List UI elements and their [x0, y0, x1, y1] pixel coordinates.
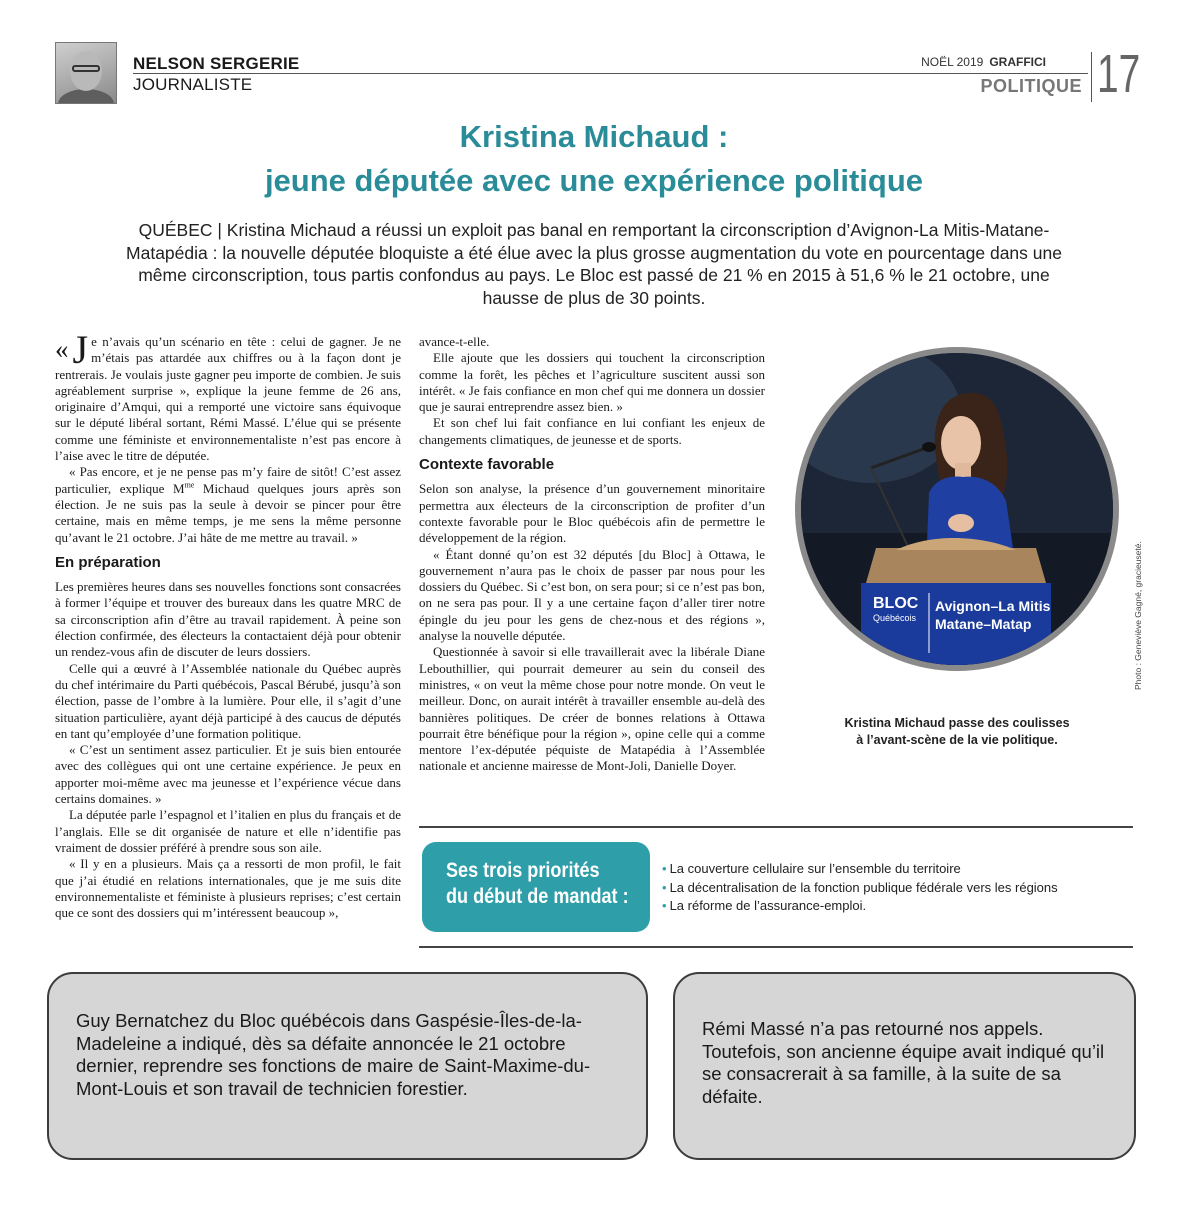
issue-date: NOËL 2019: [921, 55, 984, 69]
paragraph: La députée parle l’espagnol et l’italien en plus du français et de l’anglais. Elle se dit organisée de nature et elle n’identifie pas vraiment de dossier préféré à prendre sous son aile.: [55, 807, 401, 855]
podium-text-line2: Matane–Matap: [935, 616, 1032, 632]
caption-line: Kristina Michaud passe des coulisses: [844, 716, 1070, 730]
bullet-icon: •: [662, 898, 667, 913]
bullet-icon: •: [662, 861, 667, 876]
paragraph: Selon son analyse, la présence d’un gouvernement minoritaire permettra aux électeurs de la circonscription de profiter d’un contexte favorable pour le Bloc québécois afin de permettre le développement de la région.: [419, 481, 765, 546]
paragraph: « Étant donné qu’on est 32 députés [du Bloc] à Ottawa, le gouvernement n’aura pas le choix de passer par nous pour les dossiers du Québec. Si c’est bon, on sera pour; si ce n’est pas bon, on ne sera pas pour. Il y a une certaine façon d’aller tirer notre épingle du jeu pour les gens de chez-nous et des régions », analyse la nouvelle députée.: [419, 546, 765, 644]
bullet-icon: •: [662, 879, 667, 895]
article-lead: QUÉBEC | Kristina Michaud a réussi un exploit pas banal en remportant la circonscription d’Avignon-La Mitis-Matane-Matapédia : la nouvelle députée bloquiste a été élue avec la plus grosse augmentation du vote en pourcentage dans une même circonscription, tous partis confondus au pays. Le Bloc est passé de 21 % en 2015 à 51,6 % le 21 octobre, une hausse de plus de 30 points.: [126, 220, 1062, 308]
sidebar-box-masse: Rémi Massé n’a pas retourné nos appels. Toutefois, son ancienne équipe avait indiqué qu’il se consacrerait à sa famille, à la suite de sa défaite.: [673, 972, 1136, 1160]
author-role: JOURNALISTE: [133, 75, 253, 94]
sidebar-box-bernatchez: Guy Bernatchez du Bloc québécois dans Gaspésie-Îles-de-la-Madeleine a indiqué, dès sa défaite annoncée le 21 octobre dernier, reprendre ses fonctions de maire de Saint-Maxime-du-Mont-Louis et son travail de technicien forestier.: [47, 972, 648, 1160]
priorities-heading-line: du début de mandat :: [446, 885, 629, 908]
priorities-heading-line: Ses trois priorités: [446, 859, 600, 882]
list-item: [662, 860, 1058, 879]
list-item-text: La couverture cellulaire sur l’ensemble du territoire: [669, 861, 961, 876]
caption-line: à l’avant-scène de la vie politique.: [856, 733, 1058, 747]
article-title-line1: Kristina Michaud :: [459, 119, 729, 154]
paragraph: avance-t-elle.: [419, 334, 490, 349]
subheading: En préparation: [55, 553, 161, 571]
paragraph-text: Michaud quelques jours après son élection. Je ne suis pas la seule à devoir se pincer pour être certaine, mais en même temps, je me sens la même personne qu’avant le 21 octobre. J’ai hâte de me mettre au travail. »: [55, 480, 401, 545]
author-name: NELSON SERGERIE: [133, 54, 300, 73]
article-title-line2: jeune députée avec une expérience politique: [264, 163, 924, 198]
paragraph: « C’est un sentiment assez particulier. Et je suis bien entourée avec des collègues qui ont une certaine expérience. Je peux en apporter moi-même avec ma jeunesse et l’expérience vécue dans certains domaines. »: [55, 742, 401, 807]
list-item: [662, 897, 1058, 916]
priorities-list: [662, 860, 1058, 916]
paragraph: « Il y en a plusieurs. Mais ça a ressorti de mon profil, le fait que j’ai étudié en relations internationales, que je me suis dite environnementaliste et féministe à plusieurs reprises; c’est certain que ce sont des dossiers qui m’intéressent beaucoup »,: [55, 856, 401, 921]
paragraph: Celle qui a œuvré à l’Assemblée nationale du Québec auprès du chef intérimaire du Parti québécois, Pascal Bérubé, jusqu’à son élection, passe de l’ombre à la lumière. Pour elle, il s’agit d’une situation particulière, ayant déjà participé à des caucus de députés en tant qu’employée d’une formation politique.: [55, 660, 401, 741]
issue-line: [921, 55, 1046, 69]
photo-credit: Photo : Geneviève Gagné, gracieuseté.: [1133, 541, 1143, 690]
article-photo: [795, 347, 1119, 671]
article-column-2: [419, 334, 765, 775]
dropcap: J: [72, 327, 89, 372]
paragraph-text: « Pas encore, et je ne pense pas m’y faire de sitôt! C’est assez particulier, explique M: [55, 464, 401, 496]
list-item: [662, 879, 1058, 898]
subheading: Contexte favorable: [419, 456, 555, 474]
superscript: me: [184, 480, 195, 490]
paragraph-text: e n’avais qu’un scénario en tête : celui de gagner. Je ne m’étais pas attardée aux chiffres ou à la façon dont je rentrerais. Je voulais juste gagner peu importe de combien. Je suis agréablement surprise », explique la jeune femme de 26 ans, originaire d’Amqui, qui a remporté une victoire sans équivoque sur le député libéral sortant, Rémi Massé. L’élue qui se présente comme une féministe et environnementaliste n’est pas encore à l’aise avec le titre de députée.: [55, 334, 401, 464]
header-divider: [1091, 52, 1092, 102]
article-column-1: [55, 327, 401, 921]
list-item-text: La réforme de l’assurance-emploi.: [669, 898, 867, 913]
paragraph: Et son chef lui fait confiance en lui confiant les enjeux de changements climatiques, de jeunesse et de sports.: [419, 415, 765, 447]
lead-quote-mark: «: [55, 334, 69, 364]
priorities-heading-box: [422, 842, 650, 932]
paragraph: Questionnée à savoir si elle travaillerait avec la libérale Diane Lebouthillier, qui pourrait demeurer au sein du conseil des ministres, « on veut la même chose pour notre monde. On veut le meilleur. Donc, on aurait intérêt à travailler ensemble au-delà des bannières politiques. De créer de bonnes relations à Ottawa pourrait être bénéfique pour la région », opine celle qui a comme mentore l’ex-députée péquiste de Matapédia à l’Assemblée nationale et ancienne mairesse de Mont-Joli, Danielle Doyer.: [419, 644, 765, 774]
paragraph: [55, 464, 401, 545]
photo-caption: [795, 715, 1119, 749]
paragraph: Elle ajoute que les dossiers qui touchent la circonscription comme la forêt, les pêches et l’agriculture suscitent aussi son intérêt. « Je fais confiance en mon chef qui me donnera un dossier que je saurai entreprendre assez bien. »: [419, 350, 765, 415]
paragraph: Les premières heures dans ses nouvelles fonctions sont consacrées à former l’équipe et trouver des bureaux dans les quatre MRC de sa circonscription afin d’être au travail rapidement. À peine son élection confirmée, des électeurs la contactaient déjà pour obtenir un rendez-vous afin de discuter de leurs dossiers.: [55, 579, 401, 660]
magazine-name: GRAFFICI: [989, 55, 1046, 69]
podium-logo: BLOC: [873, 595, 919, 612]
podium-logo-sub: Québécois: [873, 613, 917, 623]
list-item-text: La décentralisation de la fonction publique fédérale vers les régions: [669, 879, 1058, 895]
podium-text-line1: Avignon–La Mitis: [935, 598, 1051, 614]
photo-illustration: [801, 353, 1113, 665]
paragraph: [55, 327, 401, 464]
section-name: POLITIQUE: [980, 76, 1082, 96]
priorities-bottom-rule: [419, 946, 1133, 948]
author-photo: [55, 42, 117, 104]
priorities-top-rule: [419, 826, 1133, 828]
page-number: 17: [1097, 44, 1141, 104]
